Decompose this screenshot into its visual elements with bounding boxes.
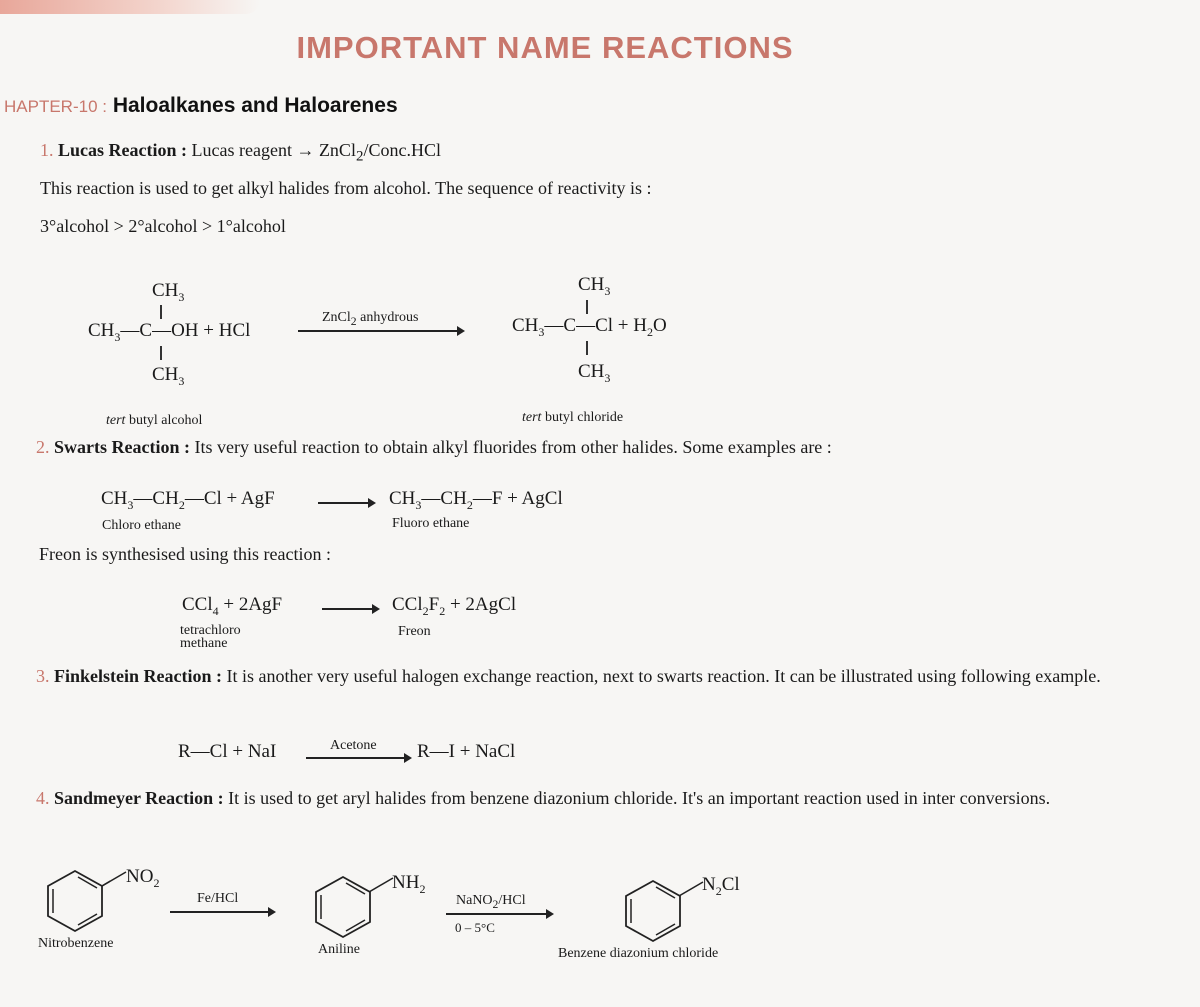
nitro-group: $NO_2$ xyxy=(126,866,160,890)
lucas-reactant-bottom-ch3: $CH_3$ xyxy=(152,364,185,388)
reaction-arrow xyxy=(446,913,552,915)
sandmeyer-description: It is used to get aryl halides from benzene diazonium chloride. It's an important reaction used in inter conversions. xyxy=(228,788,1051,808)
lucas-name: Lucas Reaction : xyxy=(58,140,187,160)
swarts-r2-left: CCl$_4$ + 2AgF xyxy=(182,594,283,618)
sandmeyer-name: Sandmeyer Reaction : xyxy=(54,788,224,808)
benzene-ring-aniline xyxy=(308,874,378,940)
lucas-heading xyxy=(40,140,441,166)
chapter-heading xyxy=(4,94,398,118)
lucas-reactant-top-ch3: $CH_3$ xyxy=(152,280,185,304)
lucas-description: This reaction is used to get alkyl halides from alcohol. The sequence of reactivity is : xyxy=(40,178,652,198)
chapter-label: HAPTER-10 : xyxy=(4,97,107,116)
reaction-arrow xyxy=(306,757,410,759)
swarts-chloro-label: Chloro ethane xyxy=(102,518,181,533)
bond-line xyxy=(160,305,162,319)
lucas-reactant-label: tert butyl alcohol xyxy=(106,413,203,428)
sandmeyer-paragraph xyxy=(36,784,1130,812)
aniline-label: Aniline xyxy=(318,942,360,957)
lucas-number: 1. xyxy=(40,140,54,160)
lucas-product-main: $CH_3—C—Cl + H_2O$ xyxy=(512,315,667,339)
lucas-arrow-label: ZnCl$_2$ anhydrous xyxy=(322,310,419,328)
lucas-product-bottom-ch3: $CH_3$ xyxy=(578,361,611,385)
chapter-title: Haloalkanes and Haloarenes xyxy=(112,94,398,117)
swarts-heading xyxy=(36,437,832,458)
swarts-r2-right: $CCl_2F_2$ + 2AgCl xyxy=(392,594,517,618)
finkelstein-right: R—I + NaCl xyxy=(417,741,516,762)
step1-label: Fe/HCl xyxy=(197,891,239,906)
lucas-reagent: Lucas reagent → ZnCl$_2$/Conc.HCl xyxy=(191,140,441,165)
finkelstein-name: Finkelstein Reaction : xyxy=(54,666,222,686)
reaction-arrow xyxy=(322,608,378,610)
step2-label: NaNO$_2$/HCl xyxy=(456,893,526,911)
swarts-number: 2. xyxy=(36,437,50,457)
benzene-ring-diazonium xyxy=(618,878,688,944)
swarts-r1-left: $CH_3—CH_2—Cl$ + AgF xyxy=(101,488,275,512)
nitrobenzene-label: Nitrobenzene xyxy=(38,936,114,951)
swarts-tetrachloro-label: tetrachloro methane xyxy=(180,623,241,651)
reaction-arrow xyxy=(170,911,274,913)
swarts-description: Its very useful reaction to obtain alkyl fluorides from other halides. Some examples are : xyxy=(194,437,832,457)
bond-line xyxy=(586,341,588,355)
lucas-reactant-main: $CH_3—C—OH$ + HCl xyxy=(88,320,251,344)
finkelstein-paragraph xyxy=(36,662,1130,691)
benzene-ring-nitrobenzene xyxy=(40,868,110,934)
lucas-product-label: tert butyl chloride xyxy=(522,410,624,425)
lucas-product-top-ch3: $CH_3$ xyxy=(578,274,611,298)
finkelstein-arrow-label: Acetone xyxy=(330,738,377,753)
finkelstein-description: It is another very useful halogen exchange reaction, next to swarts reaction. It can be illustrated using following example. xyxy=(226,666,1101,686)
page-corner-decoration xyxy=(0,0,260,14)
amino-group: $NH_2$ xyxy=(392,872,426,896)
page-title: IMPORTANT NAME REACTIONS xyxy=(296,30,794,65)
bond-line xyxy=(160,346,162,360)
sandmeyer-number: 4. xyxy=(36,788,50,808)
swarts-r1-right: $CH_3—CH_2—F$ + AgCl xyxy=(389,488,563,512)
reaction-arrow xyxy=(318,502,374,504)
finkelstein-left: R—Cl + NaI xyxy=(178,741,277,762)
swarts-fluoro-label: Fluoro ethane xyxy=(392,516,470,531)
swarts-freon-label: Freon xyxy=(398,624,431,639)
freon-text: Freon is synthesised using this reaction : xyxy=(39,544,331,564)
finkelstein-number: 3. xyxy=(36,666,50,686)
swarts-name: Swarts Reaction : xyxy=(54,437,190,457)
bond-line xyxy=(586,300,588,314)
step2-temperature: 0 – 5°C xyxy=(455,920,495,935)
lucas-sequence: 3°alcohol > 2°alcohol > 1°alcohol xyxy=(40,216,286,236)
diazonium-label: Benzene diazonium chloride xyxy=(558,946,719,961)
reaction-arrow xyxy=(298,330,463,332)
diazonium-group: $N_2Cl$ xyxy=(702,874,740,898)
